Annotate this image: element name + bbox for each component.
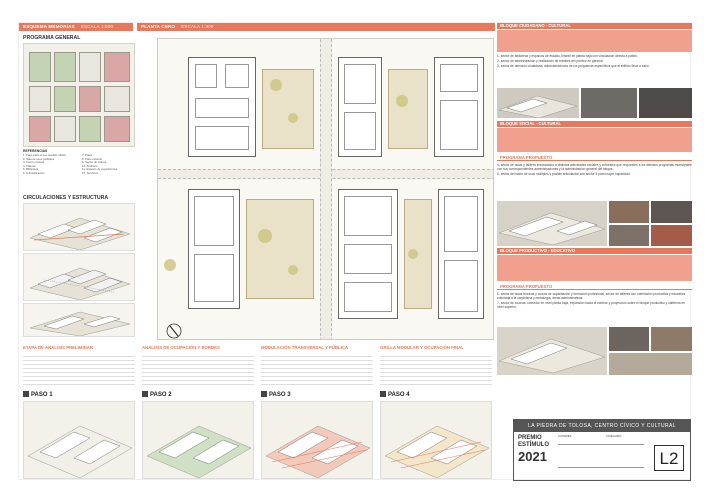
left-header-title: ESQUEMA MEMORIAS [23,24,75,29]
bloque-productivo-highlight [497,255,692,281]
program-block [79,86,101,112]
program-item: 4- sector de aulas y talleres encauzados a distintas actividades sociales y culturales que responden a los distintos programas municipales con sus correspondientes administraciones y la administración general del bloque. [497,163,692,171]
legend-item: 6. Administración [23,170,45,175]
program-item: 7- sector de cocinas, comedor en nivel planta baja, expansión hacia el exterior y proyección sobre el bloque productivo y cafetería en nivel superior. [497,301,685,309]
step-1-description [23,353,135,387]
step-marker-icon [142,391,148,397]
building-block-5 [338,189,398,319]
bloque-social-title: BLOQUE SOCIAL - CULTURAL [497,121,692,127]
step-4-label [380,391,410,398]
building-block-3 [434,57,484,157]
photo-crowd-1 [581,88,637,118]
legend-item: 9. Sector de cultura [82,160,107,164]
facade-drawing [497,201,607,246]
circulation-axonometric-2 [23,253,135,301]
bloque-social-items [497,163,692,177]
legend-item: 11. Espacio de exposiciones [82,167,118,171]
step-4-description [380,353,492,387]
tree [270,79,282,91]
step-2-description [142,353,254,387]
legend-item: 3. Centro cultural [23,160,45,164]
program-block [54,52,76,82]
credits-area [558,444,644,468]
autores-label: AUTOR/ES: [558,435,572,438]
bloque-productivo-items [497,292,692,310]
program-block [54,116,76,142]
building-block-4 [188,189,240,309]
facade-drawing [497,88,579,118]
legend-item: 8. Patio cubierto [82,156,103,161]
bloque-productivo-title: BLOQUE PRODUCTIVO - EDUCATIVO [497,248,692,254]
left-header-strip [19,23,133,31]
tree [288,265,298,275]
bloque-ciudadano-items [497,54,692,69]
tree [396,95,408,107]
programa-general-heading: PROGRAMA GENERAL [23,35,81,41]
photo-workshop-1 [609,327,649,351]
program-item: 1- sector de biblioteca y espacios de estudio, infantil en planta baja con vinculación directa a patios. [497,54,638,58]
photo-activity-2 [651,201,692,223]
building-block-1 [188,57,256,157]
step-3-paso-text: PASO 3 [269,392,291,398]
photo-workshop-2 [651,327,692,351]
step-1-title: ETAPA DE ANÁLISIS PRELIMINAR [23,345,93,350]
step-1-paso-text: PASO 1 [31,392,53,398]
programa-propuesto-label-2: PROGRAMA PROPUESTO [497,284,692,290]
axonometric-drawing [24,204,135,251]
courtyard [246,199,314,299]
step-4-title: GRILLA MODULAR Y OCUPACIÓN FINAL [380,345,464,350]
step-3-axonometric [261,401,373,479]
premio-label: PREMIO [518,435,542,441]
photo-facade-2 [497,201,607,246]
tree [288,113,298,123]
central-axis [320,39,332,340]
photo-activity-3 [609,225,649,246]
competition-sheet [18,22,691,480]
photo-activity-1 [609,201,649,223]
step-2-axonometric [142,401,254,479]
tree [164,259,176,271]
program-block [29,86,51,112]
legend-item: 5. Biblioteca [23,167,39,171]
categoria-label: CATEGORÍA: [606,435,622,438]
circulaciones-heading: CIRCULACIONES Y ESTRUCTURA [23,195,109,201]
programa-propuesto-label-1: PROGRAMA PROPUESTO [497,155,692,161]
photo-facade-3 [497,327,607,375]
photo-activity-4 [651,225,692,246]
step-4-axonometric [380,401,492,479]
programa-diagram [23,43,135,147]
step-3-label [261,391,291,398]
title-block [513,419,691,481]
step-marker-icon [261,391,267,397]
courtyard [262,69,314,149]
axonometric-drawing [24,254,135,301]
tree [258,229,272,243]
circulation-axonometric-1 [23,203,135,251]
step-2-label [142,391,172,398]
north-arrow-icon [166,323,182,339]
photo-workshop-3 [609,353,692,375]
building-block-2 [338,57,382,157]
legend-item: 2. Sala de usos múltiples [23,156,55,161]
circulation-axonometric-3 [23,303,135,337]
courtyard [388,69,428,149]
photo-crowd-2 [639,88,692,118]
project-title: LA PIEDRA DE TOLOSA, CENTRO CÍVICO Y CULTURAL [514,420,690,432]
program-item: 6- sector de aulas teóricas y cursos de capacitación y formación profesional, sector de talleres con orientación productiva y educativa orientada a la carpintería y metalurgia, áreas administrativas. [497,292,686,300]
award-year: 2021 [518,449,547,464]
step-1-label [23,391,53,398]
program-block [79,52,101,82]
program-legend [23,154,135,188]
program-item: 2- sector de administración y realización de trámites del público en general. [497,59,604,63]
referencias-heading: REFERENCIAS [23,149,48,153]
bloque-ciudadano-title: BLOQUE CIUDADANO - CULTURAL [497,23,692,29]
legend-item: 4. Talleres [23,163,36,168]
left-header-scale: ESCALA 1:500 [80,24,114,29]
program-item: 3- sector de atención ciudadana, administraciones de los programas específicos que el edificio lleva a cabo. [497,64,650,68]
estimulo-label: ESTÍMULO [518,442,549,448]
building-block-6 [438,189,484,319]
step-3-title: MODULACIÓN TRANSVERSAL Y PÚBLICA [261,345,349,350]
step-3-description [261,353,373,387]
step-4-paso-text: PASO 4 [388,392,410,398]
step-2-paso-text: PASO 2 [150,392,172,398]
legend-item: 10. Auditorio [82,163,98,168]
program-block [29,116,51,142]
ground-floor-plan [157,38,494,340]
step-marker-icon [23,391,29,397]
center-header-strip [137,23,495,31]
legend-item: 7. Plaza [82,153,93,157]
program-item: 5- sector del salón de usos múltiples y posible articulación con sector 5 para mayor capacidad. [497,172,631,176]
program-block [104,86,130,112]
legend-item: 12. Servicios [82,170,99,175]
plan-scale: ESCALA 1:300 [181,24,214,29]
step-1-axonometric [23,401,135,479]
sheet-number: L2 [654,445,684,471]
program-block [54,86,76,112]
step-marker-icon [380,391,386,397]
bloque-social-highlight [497,128,692,152]
step-2-title: ANÁLISIS DE OCUPACIÓN Y BORDES [142,345,220,350]
facade-drawing [497,327,607,375]
bloque-ciudadano-highlight [497,30,692,52]
photo-facade-1 [497,88,579,118]
program-block [104,52,130,82]
legend-item: 1. Patio para el que puedan ubicar [23,153,66,157]
tree [408,249,418,259]
axonometric-drawing [24,304,135,337]
program-block [79,116,101,142]
program-block [29,52,51,82]
plan-title: PLANTA CERO [141,24,176,29]
program-block [104,116,130,142]
